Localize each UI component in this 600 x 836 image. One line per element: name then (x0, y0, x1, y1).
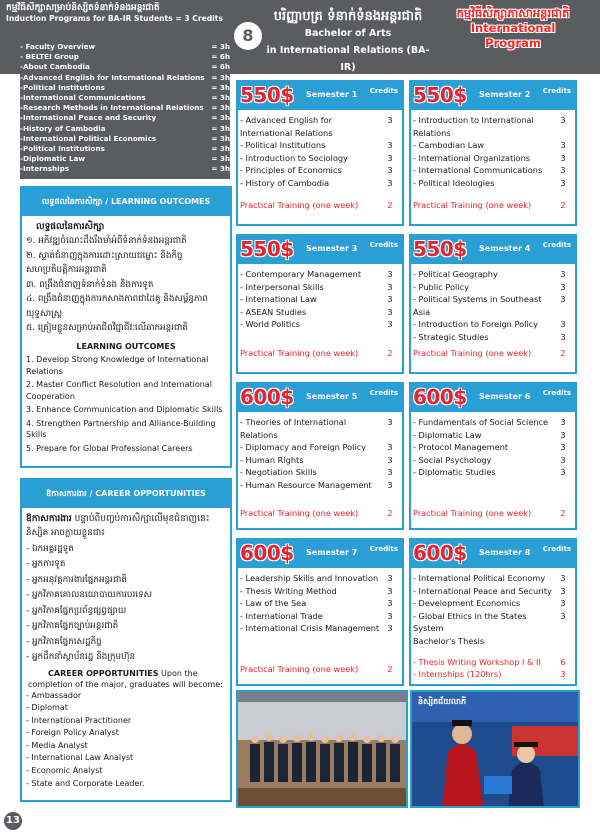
course-name: - International Organizations (413, 152, 531, 163)
course-name: - Diplomacy and Foreign Policy (240, 442, 367, 453)
induction-course-row (20, 134, 230, 144)
career-en-item: - Economic Analyst (26, 766, 103, 776)
career-opportunities-panel (20, 478, 232, 802)
career-km-item: - ឯកអគ្គរដ្ឋទូត (26, 543, 74, 554)
course-credits: 3 (560, 331, 566, 342)
induction-course-row (20, 93, 230, 103)
course-credits: 3 (560, 610, 566, 621)
practical-training-row (413, 508, 571, 518)
career-en-item: - Ambassador (26, 690, 82, 700)
career-en-item: - Foreign Policy Analyst (26, 728, 119, 738)
course-credits: 3 (387, 269, 393, 279)
course-credits: 3 (387, 140, 393, 151)
induction-title (6, 2, 236, 24)
practical-training-row (240, 348, 398, 358)
course-name: - Negotiation Skills (240, 467, 317, 478)
course-name: - Global Ethics in the States System (413, 610, 527, 634)
semester-box (236, 538, 404, 686)
learning-outcome-en-item: 1. Develop Strong Knowledge of International Relations (26, 355, 209, 376)
semester-label: Semester 5 (306, 392, 358, 401)
thesis-extra-row (413, 668, 571, 681)
learning-outcome-km-item: ២. ស្ទាត់ជំនាញក្នុងការដោះស្រាយជម្លោះ និងកិច្ច (26, 250, 183, 261)
semester-course-row (240, 466, 398, 479)
career-en-lead-bold: CAREER OPPORTUNITIES (48, 668, 159, 678)
practical-training-name: Practical Training (one week) (240, 508, 359, 518)
course-credits: 3 (560, 281, 566, 292)
course-credits: 3 (560, 319, 566, 330)
semester-course-row (413, 293, 571, 318)
semester-course-list (411, 264, 575, 372)
career-km-item: - អ្នកវិភាគផ្នែកសេដ្ឋកិច្ច (26, 636, 102, 647)
induction-course-row (20, 154, 230, 164)
induction-course-hours: = 3h (211, 72, 230, 82)
semester-course-row (240, 441, 398, 454)
semester-course-row (240, 610, 398, 623)
semester-course-row (413, 597, 571, 610)
career-en-item: - Diplomat (26, 703, 68, 713)
semester-header (238, 82, 402, 110)
induction-course-hours: = 3h (211, 42, 230, 51)
thesis-extra-credits: 6 (560, 656, 566, 667)
course-credits: 3 (387, 454, 393, 465)
career-km-item: - អ្នកវិភាគផ្នែកច្បាប់អន្តរជាតិ (26, 621, 119, 631)
semester-header (238, 384, 402, 412)
induction-course-name: -International Peace and Security (20, 113, 157, 123)
course-credits: 3 (560, 454, 566, 465)
induction-course-list (20, 40, 230, 179)
semester-header (238, 236, 402, 264)
course-credits: 3 (387, 281, 393, 292)
practical-training-row (240, 200, 398, 210)
semester-price: 600$ (413, 385, 467, 409)
semester-course-row (240, 318, 398, 331)
learning-outcomes-km-title: លទ្ធផលនៃការសិក្សា (36, 222, 105, 232)
semester-course-list (411, 110, 575, 224)
semester-course-row (413, 416, 571, 429)
practical-training-credits: 2 (387, 664, 393, 674)
semester-box (409, 538, 577, 686)
learning-outcome-en-item: 3. Enhance Communication and Diplomatic Skills (26, 405, 223, 414)
induction-course-hours: = 3h (211, 133, 230, 143)
semester-course-list (411, 412, 575, 528)
induction-course-name: -Research Methods in International Relations (20, 103, 204, 113)
credits-label: Credits (369, 241, 398, 249)
course-name: - International Trade (240, 610, 323, 621)
course-name: - Leadership Skills and Innovation (240, 573, 379, 583)
credits-label: Credits (369, 389, 398, 397)
practical-training-credits: 2 (387, 508, 393, 518)
semester-label: Semester 3 (306, 244, 358, 253)
career-km-item: - អ្នកការទូត (26, 559, 66, 569)
learning-outcome-en-item: 2. Master Conflict Resolution and International Cooperation (26, 380, 212, 401)
semester-course-list (238, 264, 402, 372)
semester-course-row (240, 622, 398, 635)
induction-course-name: -Political Institutions (20, 82, 105, 92)
practical-training-name: Practical Training (one week) (240, 200, 359, 210)
induction-title-en: Induction Programs for BA-IR Students = 3 Credits (6, 14, 223, 23)
semester-box (409, 382, 577, 530)
career-km-item: - អ្នកវិភាគផ្នែកប្រព័ន្ធផ្សព្វផ្សាយ (26, 605, 127, 616)
semester-course-row (240, 293, 398, 306)
semester-course-row (413, 331, 571, 344)
learning-outcomes-en-list (26, 354, 226, 454)
induction-course-row (20, 124, 230, 134)
semester-price: 550$ (240, 237, 294, 261)
career-km-item: - អ្នកដឹកនាំស្ថាប័នរដ្ឋ និងក្រុមហ៊ុន (26, 652, 136, 662)
course-credits: 3 (387, 467, 393, 478)
course-credits: 3 (387, 442, 393, 453)
semester-course-row (240, 114, 398, 139)
induction-course-hours: = 6h (211, 52, 230, 62)
course-credits: 3 (560, 598, 566, 609)
induction-course-row (20, 52, 230, 62)
course-name: - Law of the Sea (240, 598, 307, 609)
course-name: - Diplomatic Law (413, 429, 482, 440)
semester-course-row (240, 479, 398, 492)
career-en-item: - Media Analyst (26, 740, 88, 750)
course-credits: 3 (387, 598, 393, 609)
induction-course-hours: = 3h (211, 82, 230, 92)
course-name: - Introduction to Foreign Policy (413, 319, 539, 330)
semester-course-row (413, 610, 571, 635)
semester-course-list (238, 412, 402, 528)
semester-label: Semester 2 (479, 90, 531, 99)
course-name: - Interpersonal Skills (240, 281, 324, 292)
course-credits: 3 (387, 319, 393, 330)
practical-training-row (413, 348, 571, 358)
course-credits: 3 (560, 269, 566, 279)
semester-course-row (413, 585, 571, 598)
semester-label: Semester 4 (479, 244, 531, 253)
practical-training-row (413, 200, 571, 210)
semester-course-row (413, 164, 571, 177)
career-km-lead (26, 512, 226, 526)
learning-outcome-en-item: 4. Strengthen Partnership and Alliance-Building Skills (26, 418, 216, 439)
intl-program-en-1: International (470, 21, 556, 35)
group-photo-image (238, 692, 408, 808)
induction-course-hours: = 3h (211, 113, 230, 123)
course-name: - Human Rights (240, 454, 304, 465)
induction-course-row (20, 113, 230, 123)
course-name: - International Law (240, 294, 317, 305)
practical-training-credits: 2 (560, 348, 566, 358)
semester-price: 550$ (413, 83, 467, 107)
course-credits: 3 (560, 467, 566, 478)
course-name: - International Crisis Management (240, 623, 380, 634)
course-name: - Diplomatic Studies (413, 467, 496, 478)
course-name: - International Peace and Security (413, 585, 552, 596)
induction-course-name: - BELTEI Group (20, 52, 79, 62)
course-credits: 3 (560, 140, 566, 151)
induction-course-row (20, 62, 230, 72)
semester-price: 600$ (413, 541, 467, 565)
learning-outcome-km-item: ១. អភិវឌ្ឍចំណេះដឹងរឹងមាំអំពីទំនាក់ទំនងអន្តរជាតិ (26, 236, 187, 246)
semester-course-row (240, 139, 398, 152)
course-name: Bachelor's Thesis (413, 635, 485, 646)
semester-course-row (413, 177, 571, 190)
program-title (266, 8, 430, 76)
semester-course-row (240, 164, 398, 177)
course-name: - Introduction to International Relations (413, 115, 534, 138)
course-name: - Political Institutions (240, 140, 326, 151)
thesis-extra-credits: 3 (560, 669, 566, 680)
semester-price: 600$ (240, 385, 294, 409)
semester-course-row (413, 572, 571, 585)
learning-outcomes-km-list (26, 234, 226, 336)
course-name: - Human Resource Management (240, 479, 372, 490)
semester-course-row (413, 635, 571, 648)
course-credits: 3 (387, 479, 393, 490)
semester-course-row (240, 306, 398, 319)
semester-box (409, 234, 577, 374)
course-name: - Introduction to Sociology (240, 152, 348, 163)
induction-course-name: -Advanced English for International Relations (20, 72, 205, 82)
induction-course-name: -Diplomatic Law (20, 154, 86, 164)
career-km-lead-bold: ឱកាសការងារ (26, 514, 72, 524)
induction-course-row (20, 42, 230, 52)
course-name: - Theories of International Relations (240, 417, 347, 440)
practical-training-credits: 2 (560, 508, 566, 518)
semester-box (236, 382, 404, 530)
semester-header (238, 540, 402, 568)
course-credits (555, 635, 571, 648)
intl-program-en-2: Program (485, 36, 541, 50)
course-name: - Social Psychology (413, 454, 492, 465)
induction-course-hours: = 3h (211, 93, 230, 103)
semester-box (236, 80, 404, 226)
practical-training-credits: 2 (387, 348, 393, 358)
semester-course-row (240, 152, 398, 165)
program-title-en-2: in International Relations (BA-IR) (266, 45, 430, 73)
career-en-item: - International Law Analyst (26, 753, 134, 763)
thesis-extra-name: - Internships (120hrs) (413, 669, 502, 680)
learning-outcome-km-item: ៣. ពង្រឹងជំនាញទំនាក់ទំនង និងការទូត (26, 279, 154, 290)
induction-course-hours: = 3h (211, 154, 230, 164)
induction-course-name: -International Communications (20, 93, 146, 103)
section-number-badge: 8 (234, 22, 262, 50)
course-name: - Protocol Management (413, 442, 509, 453)
induction-course-hours: = 3h (211, 164, 230, 174)
career-km-item: - អ្នកអនុវត្តការងារផ្នែកអន្តរជាតិ (26, 574, 127, 585)
induction-course-name: - Faculty Overview (20, 42, 96, 51)
course-credits: 3 (560, 585, 566, 596)
course-name: - Development Economics (413, 598, 521, 609)
course-credits: 3 (387, 177, 393, 188)
career-km-item: - អ្នកវិភាគគោលនយោបាយការបរទេស (26, 590, 153, 600)
practical-training-name: Practical Training (one week) (240, 348, 359, 358)
semester-course-list (411, 568, 575, 684)
semester-course-row (240, 416, 398, 441)
induction-course-hours: = 3h (211, 103, 230, 113)
course-name: - Fundamentals of Social Science (413, 417, 549, 427)
course-credits: 3 (560, 177, 566, 188)
course-credits: 3 (387, 610, 393, 621)
course-name: - Political Systems in Southeast Asia (413, 294, 542, 317)
induction-course-hours: = 3h (211, 123, 230, 133)
semester-course-row (413, 454, 571, 467)
semester-course-row (413, 429, 571, 442)
international-program-logo (432, 6, 594, 51)
semester-course-list (238, 110, 402, 224)
semester-course-row (240, 177, 398, 190)
credits-label: Credits (542, 241, 571, 249)
induction-course-name: -Political Institutions (20, 144, 105, 154)
learning-outcome-en-item: 5. Prepare for Global Professional Careers (26, 443, 193, 453)
induction-course-row (20, 164, 230, 174)
course-name: - Principles of Economics (240, 165, 342, 176)
practical-training-name: Practical Training (one week) (413, 508, 532, 518)
program-title-km: បរិញ្ញាបត្រ ទំនាក់ទំនងអន្តរជាតិ (273, 9, 423, 24)
induction-title-km: កម្មវិធីសិក្សាសម្រាប់និស្សិតទំនាក់ទំនងអន្តរជាតិ (6, 3, 160, 13)
semester-course-list (238, 568, 402, 684)
course-credits: 3 (387, 165, 393, 176)
course-credits: 3 (387, 306, 393, 317)
thesis-extra-name: - Thesis Writing Workshop I & II (413, 656, 541, 667)
semester-course-row (413, 441, 571, 454)
induction-course-name: -About Cambodia (20, 62, 90, 72)
semester-course-row (413, 318, 571, 331)
course-name: - Political Ideologies (413, 177, 495, 188)
course-name: - Contemporary Management (240, 269, 362, 279)
semester-course-row (413, 152, 571, 165)
course-name: - International Political Economy (413, 573, 546, 583)
learning-outcome-km-item: ៤. ពង្រឹងជំនាញក្នុងការកសាងភាពជាដៃគូ និងសម្ព័ន្ធភាព (26, 294, 208, 304)
course-credits: 3 (387, 585, 393, 596)
learning-outcome-km-item: យុទ្ធសាស្ត្រ (26, 308, 63, 319)
group-photo (236, 690, 408, 808)
practical-training-name: Practical Training (one week) (240, 664, 359, 674)
credits-label: Credits (369, 545, 398, 553)
course-name: - World Politics (240, 319, 301, 330)
semester-box (236, 234, 404, 374)
credits-label: Credits (542, 545, 571, 553)
induction-course-hours: = 6h (211, 62, 230, 72)
course-name: - Thesis Writing Method (240, 585, 337, 596)
semester-course-row (240, 268, 398, 281)
course-name: - ASEAN Studies (240, 306, 307, 317)
semester-course-row (413, 114, 571, 139)
course-name: - International Communications (413, 165, 543, 176)
semester-price: 550$ (413, 237, 467, 261)
course-credits: 3 (560, 294, 566, 305)
credits-label: Credits (369, 87, 398, 95)
semester-header (411, 82, 575, 110)
course-credits: 3 (560, 442, 566, 453)
semester-course-row (240, 585, 398, 598)
course-credits: 3 (560, 152, 566, 163)
induction-course-row (20, 73, 230, 83)
graduation-banner-text: និស្សិតជ័យលាភី (418, 697, 467, 706)
course-name: - History of Cambodia (240, 177, 330, 188)
course-name: - Political Geography (413, 269, 498, 279)
career-km-lead-line2: និស្សិត អាចក្លាយខ្លួនជា៖ (26, 528, 106, 538)
induction-course-row (20, 83, 230, 93)
course-name: - Public Policy (413, 281, 469, 292)
intl-program-km: កម្មវិធីសិក្សាភាសាអន្តរជាតិ (456, 6, 570, 20)
induction-course-name: -Internships (20, 164, 70, 174)
career-km-lead-rest: បន្ទាប់ពីបញ្ចប់ការសិក្សាលើមុខជំនាញនេះ (71, 514, 210, 524)
course-credits: 3 (387, 294, 393, 305)
graduation-photo (410, 690, 580, 808)
semester-course-row (240, 281, 398, 294)
practical-training-row (240, 664, 398, 674)
course-credits: 3 (560, 165, 566, 176)
page-number: 13 (4, 812, 22, 830)
practical-training-name: Practical Training (one week) (413, 200, 532, 210)
course-name: - Advanced English for International Relations (240, 115, 333, 138)
learning-outcome-km-item: ៥. ត្រៀមខ្លួនសម្រាប់អាជីពវិជ្ជាជីវៈលើឆាកអន្តរជាតិ (26, 323, 188, 333)
semester-course-row (240, 454, 398, 467)
induction-course-row (20, 103, 230, 113)
semester-label: Semester 1 (306, 90, 358, 99)
course-credits: 3 (387, 417, 393, 427)
semester-course-row (413, 281, 571, 294)
course-credits: 3 (387, 623, 393, 634)
career-en-item: - International Practitioner (26, 715, 132, 725)
course-credits: 3 (560, 417, 566, 427)
practical-training-credits: 2 (387, 200, 393, 210)
practical-training-credits: 2 (560, 200, 566, 210)
semester-header (411, 236, 575, 264)
learning-outcome-km-item: សហប្រតិបត្តិការអន្តរជាតិ (26, 265, 107, 275)
career-en-lead (26, 668, 226, 690)
course-name: - Cambodian Law (413, 140, 485, 151)
career-opportunities-header: ឱកាសការងារ / CAREER OPPORTUNITIES (22, 480, 230, 508)
career-en-lead-rest: Upon the completion of the major, graduates will become: (28, 668, 223, 689)
semester-header (411, 540, 575, 568)
career-en-item: - State and Corporate Leader. (26, 778, 145, 788)
course-credits: 3 (387, 573, 393, 583)
graduation-photo-image (412, 692, 580, 808)
semester-course-row (240, 597, 398, 610)
course-credits: 3 (560, 115, 566, 125)
semester-course-row (413, 139, 571, 152)
course-name: - Strategic Studies (413, 331, 489, 342)
career-km-list (26, 542, 226, 666)
program-title-en-1: Bachelor of Arts (304, 28, 392, 39)
credits-label: Credits (542, 87, 571, 95)
practical-training-name: Practical Training (one week) (413, 348, 532, 358)
practical-training-row (240, 508, 398, 518)
induction-course-hours: = 3h (211, 144, 230, 154)
semester-price: 600$ (240, 541, 294, 565)
semester-label: Semester 6 (479, 392, 531, 401)
course-credits: 3 (560, 429, 566, 440)
semester-label: Semester 7 (306, 548, 358, 557)
learning-outcomes-en-title: LEARNING OUTCOMES (76, 341, 176, 351)
thesis-extra-row (413, 656, 571, 669)
course-credits: 3 (387, 115, 393, 125)
induction-course-name: -History of Cambodia (20, 123, 106, 133)
course-credits: 3 (387, 152, 393, 163)
learning-outcomes-header: លទ្ធផលនៃការសិក្សា / LEARNING OUTCOMES (22, 188, 230, 216)
semester-course-row (413, 466, 571, 479)
semester-header (411, 384, 575, 412)
semester-label: Semester 8 (479, 548, 531, 557)
semester-course-row (240, 572, 398, 585)
semester-price: 550$ (240, 83, 294, 107)
career-en-list (26, 690, 226, 791)
learning-outcomes-panel (20, 186, 232, 468)
semester-box (409, 80, 577, 226)
credits-label: Credits (542, 389, 571, 397)
semester-course-row (413, 268, 571, 281)
induction-course-row (20, 144, 230, 154)
course-credits: 3 (560, 573, 566, 583)
induction-course-name: -International Political Economics (20, 133, 157, 143)
